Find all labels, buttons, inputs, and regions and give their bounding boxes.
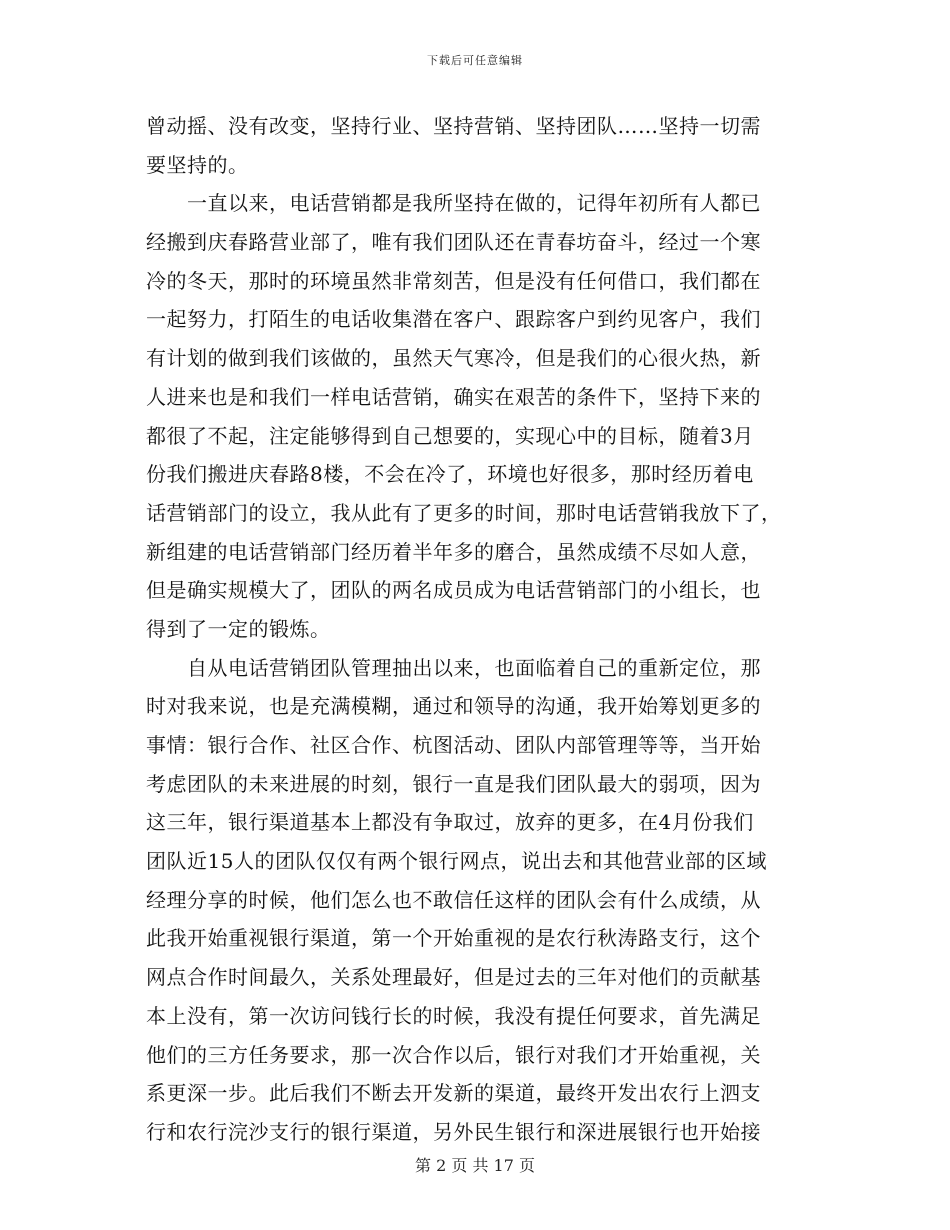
text-line: 经搬到庆春路营业部了，唯有我们团队还在青春坊奋斗，经过一个寒 (146, 230, 761, 255)
text-line: 经理分享的时候，他们怎么也不敢信任这样的团队会有什么成绩，从 (146, 887, 761, 912)
text-line: 行和农行浣沙支行的银行渠道，另外民生银行和深进展银行也开始接 (146, 1119, 761, 1144)
text-line: 一直以来，电话营销都是我所坚持在做的，记得年初所有人都已 (146, 191, 761, 216)
text-line: 有计划的做到我们该做的，虽然天气寒冷，但是我们的心很火热，新 (146, 346, 761, 371)
page-number-footer: 第 2 页 共 17 页 (415, 1156, 535, 1175)
text-line: 这三年，银行渠道基本上都没有争取过，放弃的更多，在4月份我们 (146, 810, 754, 835)
text-line: 但是确实规模大了，团队的两名成员成为电话营销部门的小组长，也 (146, 578, 761, 603)
text-line: 曾动摇、没有改变，坚持行业、坚持营销、坚持团队……坚持一切需 (146, 114, 761, 138)
text-line: 系更深一步。此后我们不断去开发新的渠道，最终开发出农行上泗支 (146, 1081, 761, 1106)
text-line: 事情：银行合作、社区合作、杭图活动、团队内部管理等等，当开始 (146, 733, 761, 757)
text-line: 一起努力，打陌生的电话收集潜在客户、跟踪客户到约见客户，我们 (146, 307, 761, 332)
text-line: 网点合作时间最久，关系处理最好，但是过去的三年对他们的贡献基 (146, 965, 761, 990)
text-line: 本上没有，第一次访问钱行长的时候，我没有提任何要求，首先满足 (146, 1003, 761, 1028)
text-line: 团队近15人的团队仅仅有两个银行网点，说出去和其他营业部的区域 (146, 849, 767, 874)
document-body (146, 107, 806, 1152)
text-line: 得到了一定的锻炼。 (146, 616, 331, 641)
text-line: 话营销部门的设立，我从此有了更多的时间，那时电话营销我放下了， (146, 500, 782, 525)
text-line: 要坚持的。 (146, 152, 249, 177)
text-line: 考虑团队的未来进展的时刻，银行一直是我们团队最大的弱项，因为 (146, 771, 761, 796)
text-line: 新组建的电话营销部门经历着半年多的磨合，虽然成绩不尽如人意， (146, 539, 761, 564)
text-line: 冷的冬天，那时的环境虽然非常刻苦，但是没有任何借口，我们都在 (146, 268, 761, 293)
text-line: 此我开始重视银行渠道，第一个开始重视的是农行秋涛路支行，这个 (146, 926, 761, 951)
text-line: 份我们搬进庆春路8楼，不会在冷了，环境也好很多，那时经历着电 (146, 462, 754, 487)
text-line: 时对我来说，也是充满模糊，通过和领导的沟通，我开始筹划更多的 (146, 694, 761, 719)
page-header: 下载后可任意编辑 (427, 54, 523, 67)
text-line: 自从电话营销团队管理抽出以来，也面临着自己的重新定位，那 (146, 655, 761, 680)
text-line: 都很了不起，注定能够得到自己想要的，实现心中的目标，随着3月 (146, 423, 754, 448)
text-line: 人进来也是和我们一样电话营销，确实在艰苦的条件下，坚持下来的 (146, 384, 761, 409)
text-line: 他们的三方任务要求，那一次合作以后，银行对我们才开始重视，关 (146, 1042, 761, 1067)
